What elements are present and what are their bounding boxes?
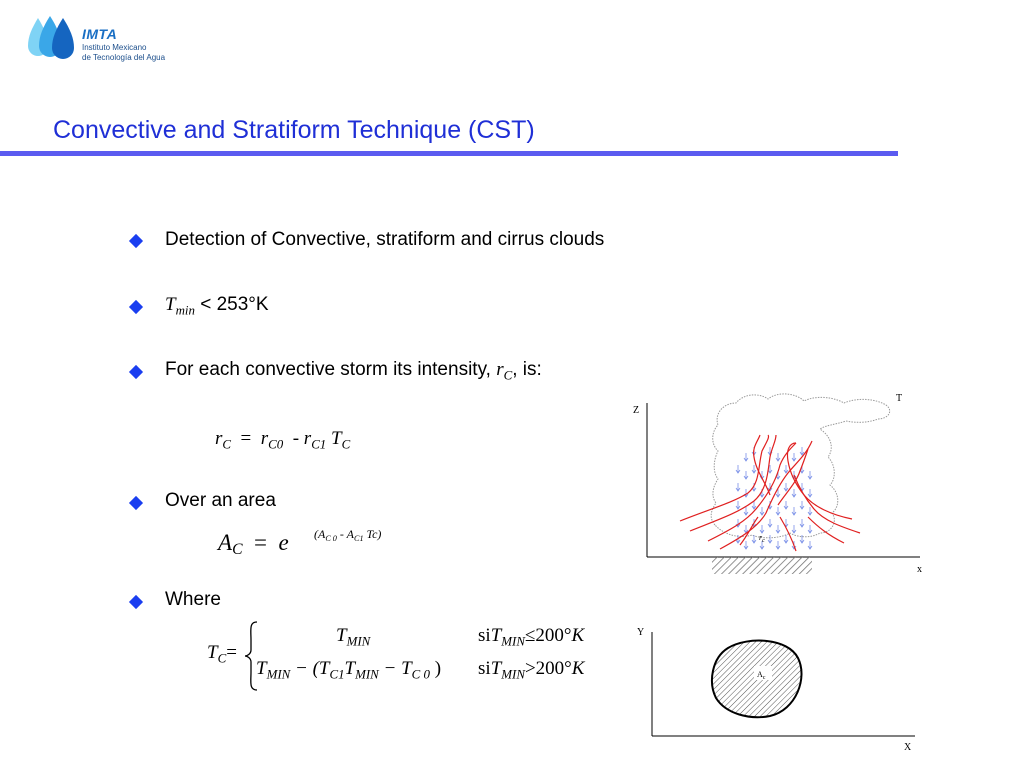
ac-diagram-symbol: A <box>757 670 763 679</box>
rain-arrow-icon <box>784 465 788 473</box>
logo-name: IMTA <box>82 26 118 42</box>
rain-arrow-icon <box>744 507 748 515</box>
t-label: T <box>896 393 903 404</box>
ac-equation <box>218 530 289 559</box>
rain-arrow-icon <box>760 507 764 515</box>
ac-diagram-sub: c <box>762 675 766 681</box>
ac-base-e: e <box>278 530 289 555</box>
row2-si: si <box>478 658 491 679</box>
tc-lhs <box>207 642 237 667</box>
tc-lhs-symbol: T <box>207 642 218 663</box>
row2-cond-unit: K <box>571 658 585 679</box>
tc-lhs-sub: C <box>217 650 227 666</box>
rain-arrow-icon <box>744 471 748 479</box>
exp-minus: - A <box>336 527 354 541</box>
row2-tmin2-sub: MIN <box>355 666 379 682</box>
rain-arrow-icon <box>768 519 772 527</box>
rc1-symbol: - r <box>292 428 312 449</box>
area-diagram <box>630 620 920 755</box>
bullet-detection: Detection of Convective, stratiform and cirrus clouds <box>165 229 605 250</box>
row2-minus-t: − T <box>378 658 412 679</box>
tc-row2-condition <box>478 658 584 683</box>
row2-close: ) <box>429 658 442 679</box>
rain-arrow-icon <box>776 525 780 533</box>
tc-equals: = <box>226 642 237 663</box>
intensity-tail: , is: <box>512 359 542 380</box>
bullet-diamond-icon <box>129 496 143 510</box>
rain-arrow-icon <box>776 507 780 515</box>
exp-sub-c0: C 0 <box>325 533 337 543</box>
tmin-threshold: < 253°K <box>194 294 269 315</box>
rc-equation <box>215 428 350 453</box>
logo-subtitle-line1: Instituto Mexicano <box>82 43 147 52</box>
rain-arrow-icon <box>768 535 772 543</box>
convective-cloud-diagram <box>620 385 940 580</box>
rc-symbol: r <box>496 359 504 380</box>
rc-diagram-symbol: r <box>759 533 763 542</box>
rc-lhs: r <box>215 428 223 449</box>
tmin-subscript: min <box>175 302 195 318</box>
rc1-sub: C1 <box>311 436 327 452</box>
row2-c1: C1 <box>329 666 345 682</box>
bullet-diamond-icon <box>129 595 143 609</box>
ac-lhs: A <box>218 530 233 555</box>
z-axis-label: Z <box>633 405 640 416</box>
tmin-symbol: T <box>165 294 176 315</box>
rain-arrow-icon <box>808 471 812 479</box>
x-axis-bottom-label: X <box>904 742 912 753</box>
row2-tmin2: T <box>344 658 356 679</box>
row2-c0: C 0 <box>411 666 430 682</box>
tc-row1-expression <box>336 625 370 650</box>
exp-sub-c1: C1 <box>354 533 364 543</box>
rain-arrow-icon <box>792 489 796 497</box>
row1-cond-op: ≤200° <box>524 625 572 646</box>
rain-area-hatch <box>712 557 812 574</box>
rain-arrow-icon <box>736 465 740 473</box>
bullet-diamond-icon <box>129 234 143 248</box>
rc0-sub: C0 <box>268 436 284 452</box>
exp-open: (A <box>314 527 326 541</box>
row2-mid: − (T <box>290 658 330 679</box>
row1-t: T <box>336 625 347 646</box>
slide-title: Convective and Stratiform Technique (CST) <box>53 116 535 144</box>
row1-cond-t: T <box>490 625 502 646</box>
rain-arrow-icon <box>792 525 796 533</box>
row2-cond-t: T <box>490 658 502 679</box>
rc-diagram-label <box>759 533 765 544</box>
rain-arrow-icon <box>752 465 756 473</box>
bullet-where: Where <box>165 589 221 610</box>
rc-equals: = <box>240 428 252 449</box>
rain-arrow-icon <box>800 447 804 455</box>
rain-arrow-icon <box>792 453 796 461</box>
rc0-symbol: r <box>260 428 269 449</box>
row1-cond-sub: MIN <box>501 633 525 649</box>
row2-t-sub: MIN <box>266 666 291 682</box>
rain-arrow-icon <box>784 501 788 509</box>
rain-arrow-icon <box>800 501 804 509</box>
row1-si: si <box>478 625 491 646</box>
bullet-diamond-icon <box>129 365 143 379</box>
logo-subtitle-line2: de Tecnología del Agua <box>82 53 166 62</box>
rain-arrow-icon <box>744 541 748 549</box>
rc-diagram-sub: c <box>762 538 765 544</box>
ac-equals: = <box>253 530 267 555</box>
tc-row1-condition <box>478 625 584 650</box>
tc-row2-expression <box>256 658 441 683</box>
rain-arrow-icon <box>792 507 796 515</box>
rain-arrow-icon <box>744 453 748 461</box>
exp-close: Tc) <box>363 527 382 541</box>
row2-cond-sub: MIN <box>501 666 525 682</box>
rain-arrow-icon <box>808 525 812 533</box>
rain-arrow-icon <box>784 535 788 543</box>
bullet-tmin <box>165 294 269 319</box>
y-axis-label: Y <box>637 627 645 638</box>
rain-arrow-icon <box>736 501 740 509</box>
bullet-intensity <box>165 359 542 384</box>
bullet-over-area: Over an area <box>165 490 276 511</box>
row2-t: T <box>256 658 267 679</box>
tc-symbol: T <box>331 428 342 449</box>
rain-arrow-icon <box>776 541 780 549</box>
rc-lhs-sub: C <box>222 436 232 452</box>
rain-arrow-icon <box>808 489 812 497</box>
rain-arrow-icon <box>784 483 788 491</box>
rain-arrow-icon <box>800 519 804 527</box>
rain-arrow-icon <box>808 541 812 549</box>
ac-lhs-sub: C <box>232 540 243 558</box>
rain-arrow-icon <box>760 525 764 533</box>
rain-arrow-icon <box>808 507 812 515</box>
tc-sub: C <box>341 436 351 452</box>
rc-subscript: C <box>503 367 513 383</box>
title-underline <box>0 151 898 156</box>
row2-cond-op: >200° <box>524 658 572 679</box>
rain-arrow-icon <box>776 453 780 461</box>
row1-cond-unit: K <box>571 625 585 646</box>
imta-logo-icon <box>28 14 78 62</box>
bullet-diamond-icon <box>129 300 143 314</box>
row1-t-sub: MIN <box>346 633 371 649</box>
x-axis-label: x <box>917 564 922 575</box>
ac-exponent <box>314 527 381 543</box>
intensity-text: For each convective storm its intensity, <box>165 359 497 380</box>
rain-arrow-icon <box>800 535 804 543</box>
rain-arrow-icon <box>736 483 740 491</box>
